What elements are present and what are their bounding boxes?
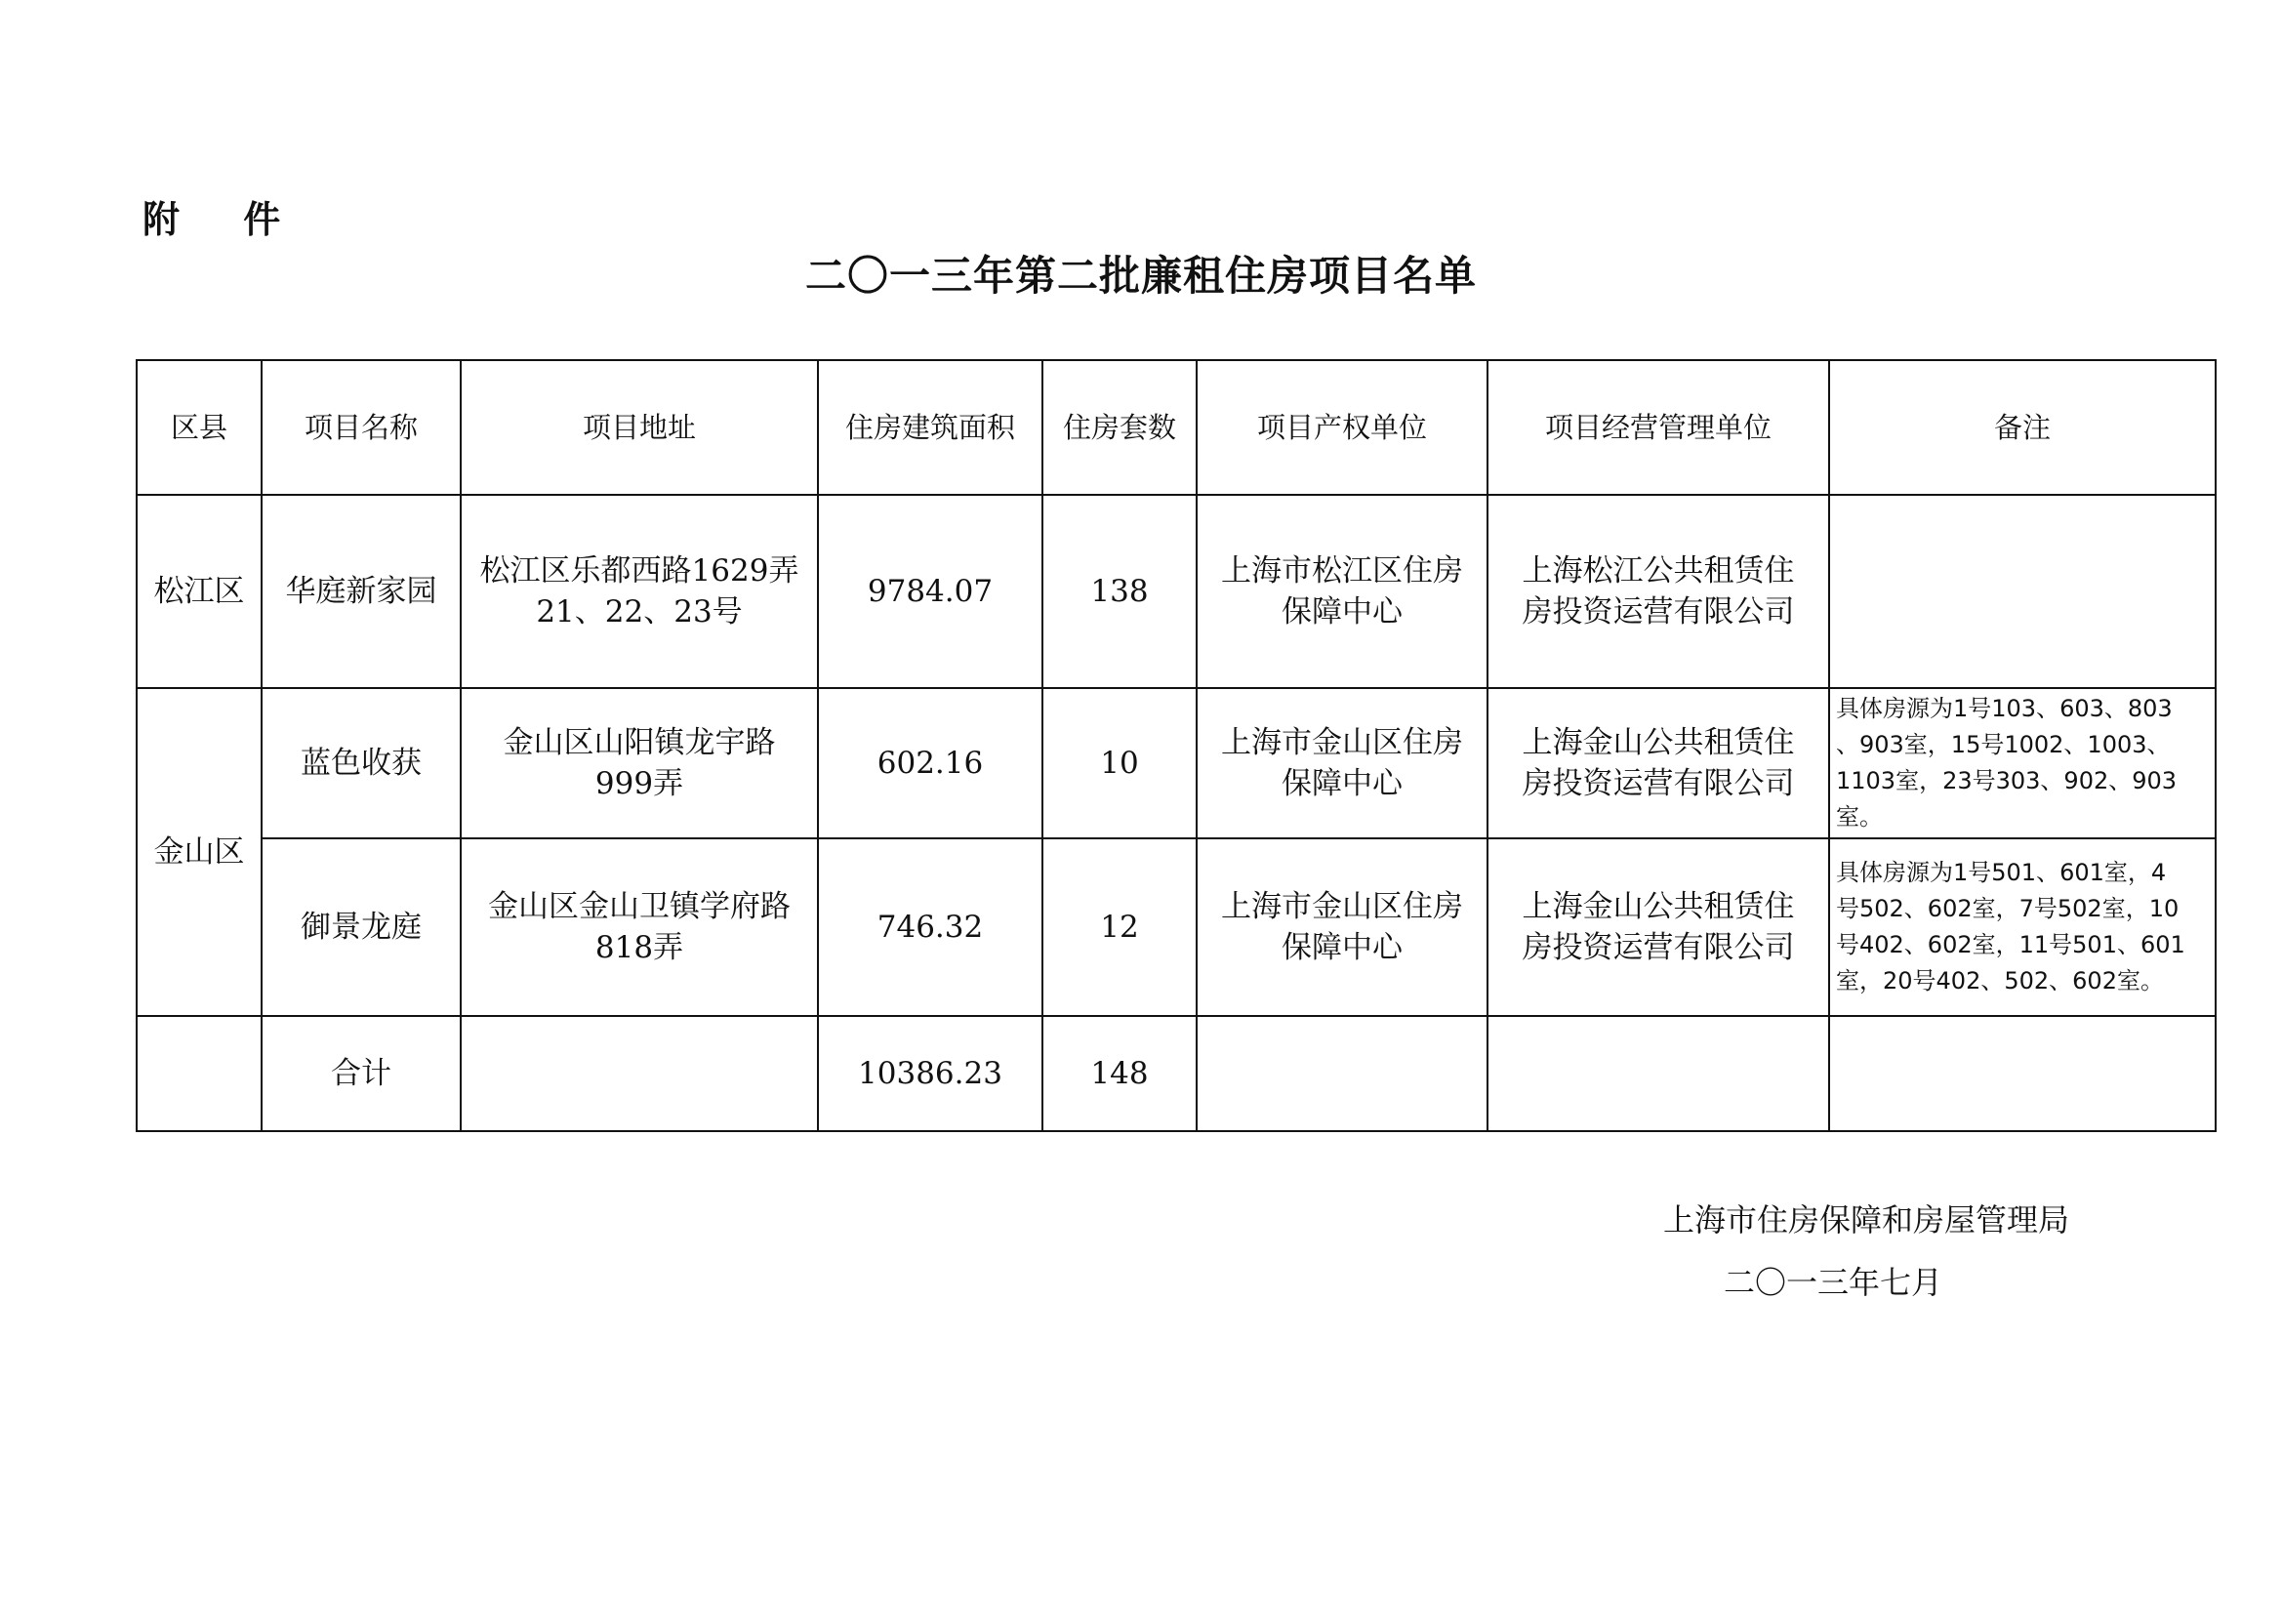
manager-line: 上海松江公共租赁住 [1522, 553, 1795, 589]
cell-project-name: 蓝色收获 [262, 688, 461, 838]
header-area: 住房建筑面积 [818, 360, 1042, 495]
total-area: 10386.23 [818, 1016, 1042, 1131]
header-district: 区县 [137, 360, 262, 495]
address-line: 999弄 [594, 766, 684, 801]
cell-address [461, 688, 818, 838]
header-units: 住房套数 [1042, 360, 1197, 495]
project-list-table [136, 359, 2217, 1132]
address-line: 金山区金山卫镇学府路 [488, 889, 791, 924]
cell-manager [1487, 838, 1829, 1016]
cell-project-name: 御景龙庭 [262, 838, 461, 1016]
total-label: 合计 [262, 1016, 461, 1131]
cell-empty [1829, 1016, 2216, 1131]
cell-owner [1197, 495, 1487, 688]
table-row [137, 838, 2216, 1016]
cell-units: 138 [1042, 495, 1197, 688]
signature-block [1562, 1189, 2108, 1314]
manager-line: 房投资运营有限公司 [1522, 594, 1795, 629]
cell-area: 9784.07 [818, 495, 1042, 688]
header-manager: 项目经营管理单位 [1487, 360, 1829, 495]
owner-line: 上海市松江区住房 [1221, 553, 1463, 589]
note-line: 具体房源为1号501、601室，4 [1836, 859, 2167, 886]
issuing-organization: 上海市住房保障和房屋管理局 [1662, 1201, 2069, 1238]
manager-line: 上海金山公共租赁住 [1522, 725, 1795, 760]
note-line: 1103室，23号303、902、903 [1836, 767, 2178, 794]
cell-note [1829, 838, 2216, 1016]
header-project-name: 项目名称 [262, 360, 461, 495]
header-owner: 项目产权单位 [1197, 360, 1487, 495]
owner-line: 保障中心 [1282, 930, 1403, 965]
note-line: 号502、602室，7号502室，10 [1836, 895, 2180, 922]
manager-line: 房投资运营有限公司 [1522, 930, 1795, 965]
cell-manager [1487, 495, 1829, 688]
header-note: 备注 [1829, 360, 2216, 495]
cell-address [461, 495, 818, 688]
table-total-row [137, 1016, 2216, 1131]
note-line: 、903室，15号1002、1003、 [1836, 731, 2171, 758]
address-line: 818弄 [594, 930, 684, 965]
total-units: 148 [1042, 1016, 1197, 1131]
cell-note [1829, 495, 2216, 688]
cell-manager [1487, 688, 1829, 838]
owner-line: 保障中心 [1282, 766, 1403, 801]
owner-line: 上海市金山区住房 [1221, 889, 1463, 924]
owner-line: 上海市金山区住房 [1221, 725, 1463, 760]
cell-empty [461, 1016, 818, 1131]
owner-line: 保障中心 [1282, 594, 1403, 629]
table-header-row [137, 360, 2216, 495]
address-line: 松江区乐都西路1629弄 [479, 553, 799, 589]
issue-date: 二〇一三年七月 [1723, 1264, 1942, 1301]
cell-owner [1197, 838, 1487, 1016]
cell-district: 松江区 [137, 495, 262, 688]
document-title: 二〇一三年第二批廉租住房项目名单 [804, 252, 1477, 300]
cell-empty [1487, 1016, 1829, 1131]
cell-project-name: 华庭新家园 [262, 495, 461, 688]
cell-area: 746.32 [818, 838, 1042, 1016]
cell-area: 602.16 [818, 688, 1042, 838]
cell-empty [1197, 1016, 1487, 1131]
note-line: 室，20号402、502、602室。 [1836, 967, 2164, 995]
address-line: 21、22、23号 [536, 594, 743, 629]
cell-district: 金山区 [137, 688, 262, 1016]
manager-line: 房投资运营有限公司 [1522, 766, 1795, 801]
cell-address [461, 838, 818, 1016]
table-row [137, 495, 2216, 688]
manager-line: 上海金山公共租赁住 [1522, 889, 1795, 924]
attachment-label: 附 件 [143, 198, 306, 241]
cell-empty [137, 1016, 262, 1131]
cell-note [1829, 688, 2216, 838]
note-line: 室。 [1836, 803, 1883, 831]
cell-units: 12 [1042, 838, 1197, 1016]
cell-units: 10 [1042, 688, 1197, 838]
address-line: 金山区山阳镇龙宇路 [503, 725, 776, 760]
note-line: 具体房源为1号103、603、803 [1836, 695, 2173, 722]
table-row [137, 688, 2216, 838]
note-line: 号402、602室，11号501、601 [1836, 931, 2185, 958]
header-address: 项目地址 [461, 360, 818, 495]
cell-owner [1197, 688, 1487, 838]
